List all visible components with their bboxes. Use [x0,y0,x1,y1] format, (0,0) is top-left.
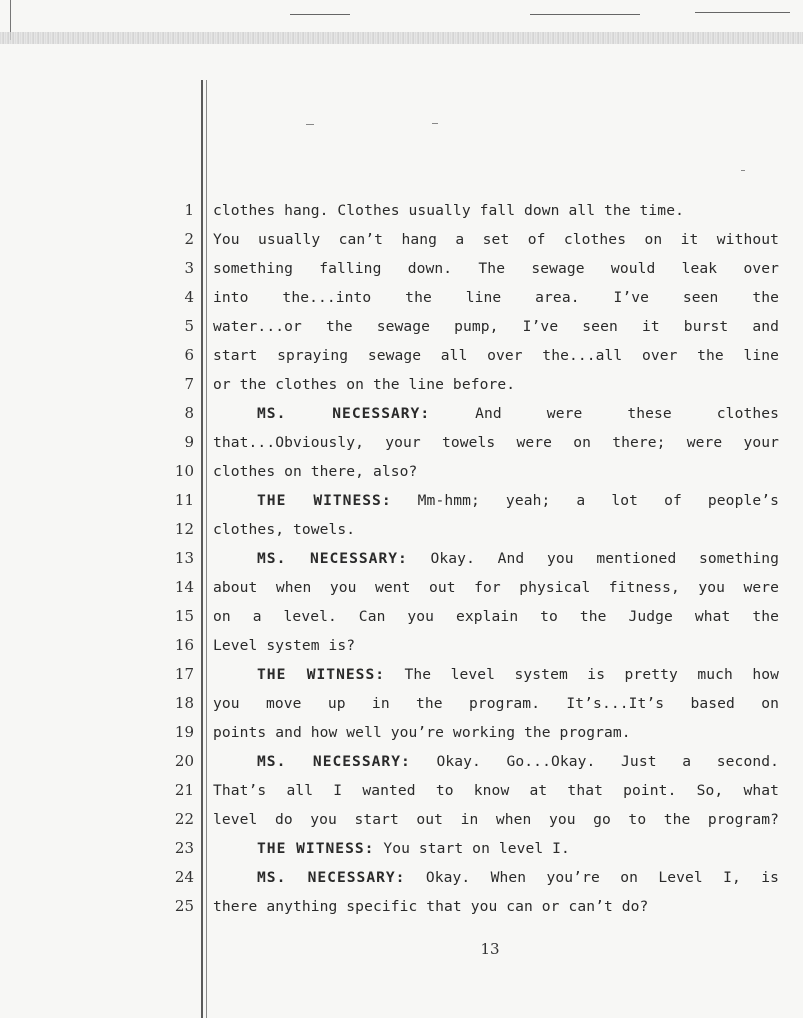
line-number: 20 [174,752,194,770]
spoken-text: points and how well you’re working the program. [213,724,631,741]
transcript-line [0,428,803,457]
spoken-text: clothes, towels. [213,521,356,538]
transcript-line [0,718,803,747]
line-number: 17 [174,665,194,683]
line-text [213,776,779,805]
line-number: 21 [174,781,194,799]
line-number: 11 [174,491,194,509]
transcript-line [0,689,803,718]
line-text [213,892,779,921]
transcript-line [0,312,803,341]
line-text [213,283,779,312]
transcript-line [0,196,803,225]
line-number: 16 [174,636,194,654]
spoken-text: something falling down. The sewage would leak over [213,260,779,277]
spoken-text: clothes hang. Clothes usually fall down all the time. [213,202,684,219]
speaker-label: MS. NECESSARY: [257,753,411,770]
line-text [213,196,779,225]
spoken-text: Okay. When you’re on Level I, is [405,869,779,886]
scan-speck [432,123,438,124]
line-number: 3 [184,259,194,277]
spoken-text: water...or the sewage pump, I’ve seen it burst and [213,318,779,335]
line-number: 19 [174,723,194,741]
transcript-line [0,892,803,921]
spoken-text: about when you went out for physical fitness, you were [213,579,779,596]
line-number: 13 [174,549,194,567]
line-number: 6 [184,346,194,364]
line-text [213,747,779,776]
transcript-line [0,834,803,863]
line-text [213,689,779,718]
transcript-line [0,225,803,254]
line-text [213,370,779,399]
line-text [213,631,779,660]
line-text [213,428,779,457]
transcript-line [0,631,803,660]
scan-artifact-rule [290,14,350,15]
scan-artifact-rule [695,12,790,13]
line-number: 23 [174,839,194,857]
spoken-text: clothes on there, also? [213,463,418,480]
line-text [213,834,779,863]
transcript-line [0,863,803,892]
transcript-line [0,515,803,544]
spoken-text: into the...into the line area. I’ve seen the [213,289,779,306]
scan-speck [306,124,314,125]
transcript-line [0,660,803,689]
speaker-label: MS. NECESSARY: [257,550,408,567]
spoken-text: start spraying sewage all over the...all over the line [213,347,779,364]
scan-artifact-rule [530,14,640,15]
spoken-text: And were these clothes [430,405,779,422]
spoken-text: level do you start out in when you go to the program? [213,811,779,828]
line-number: 4 [184,288,194,306]
line-text [213,341,779,370]
line-text [213,573,779,602]
line-number: 5 [184,317,194,335]
transcript-line [0,341,803,370]
spoken-text: Mm-hmm; yeah; a lot of people’s [391,492,779,509]
transcript-line [0,399,803,428]
speaker-label: THE WITNESS: [257,492,392,509]
line-number: 14 [174,578,194,596]
line-number: 2 [184,230,194,248]
line-text [213,863,779,892]
transcript-line [0,805,803,834]
spoken-text: you move up in the program. It’s...It’s based on [213,695,779,712]
line-number: 25 [174,897,194,915]
transcript-line [0,457,803,486]
line-number: 15 [174,607,194,625]
spoken-text: You usually can’t hang a set of clothes on it without [213,231,779,248]
spoken-text: The level system is pretty much how [385,666,779,683]
line-text [213,544,779,573]
line-text [213,457,779,486]
line-text [213,602,779,631]
scan-speck [741,170,745,171]
spoken-text: That’s all I wanted to know at that point. So, what [213,782,779,799]
page-number: 13 [480,940,500,958]
spoken-text: on a level. Can you explain to the Judge what the [213,608,779,625]
spoken-text: Okay. Go...Okay. Just a second. [410,753,779,770]
spoken-text: Okay. And you mentioned something [407,550,779,567]
speaker-label: THE WITNESS: [257,666,386,683]
transcript-line [0,486,803,515]
line-number: 8 [184,404,194,422]
transcript-line [0,544,803,573]
line-text [213,486,779,515]
line-text [213,718,779,747]
transcript-line [0,283,803,312]
line-number: 7 [184,375,194,393]
line-text [213,515,779,544]
transcript-line [0,370,803,399]
transcript-line [0,747,803,776]
spoken-text: there anything specific that you can or can’t do? [213,898,649,915]
spoken-text: that...Obviously, your towels were on there; were your [213,434,779,451]
line-text [213,312,779,341]
line-text [213,225,779,254]
line-number: 10 [174,462,194,480]
speaker-label: THE WITNESS: [257,840,375,857]
spoken-text: Level system is? [213,637,356,654]
line-text [213,254,779,283]
transcript-lines [0,196,803,921]
transcript-line [0,776,803,805]
spoken-text: You start on level I. [374,840,570,857]
line-number: 24 [174,868,194,886]
line-number: 22 [174,810,194,828]
line-number: 18 [174,694,194,712]
transcript-line [0,602,803,631]
line-text [213,399,779,428]
line-number: 1 [184,201,194,219]
line-text [213,660,779,689]
transcript-line [0,254,803,283]
line-number: 12 [174,520,194,538]
speaker-label: MS. NECESSARY: [257,869,406,886]
transcript-line [0,573,803,602]
line-number: 9 [184,433,194,451]
line-text [213,805,779,834]
spoken-text: or the clothes on the line before. [213,376,516,393]
speaker-label: MS. NECESSARY: [257,405,431,422]
scan-artifact-band [0,32,803,44]
